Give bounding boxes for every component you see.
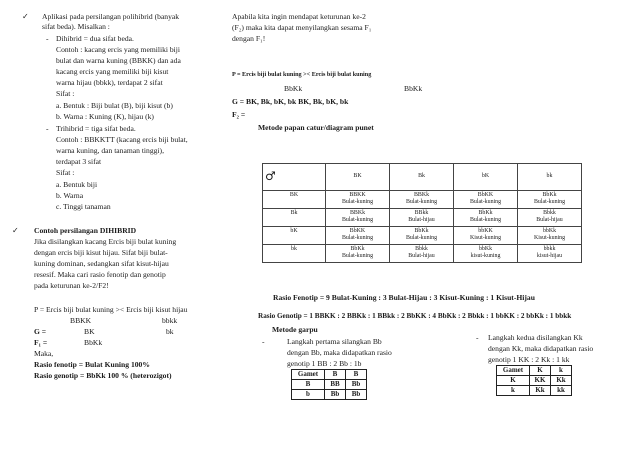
gamete-table-bb <box>291 369 367 400</box>
punnett-cell: BBKk Bulat-kuning <box>326 209 390 227</box>
f1-label: F₁ = <box>34 338 48 347</box>
trihibrid-line: warna kuning, dan tanaman tinggi), <box>56 146 164 155</box>
punnett-col-header: bK <box>454 164 518 191</box>
trihibrid-trait-b: b. Warna <box>56 191 84 200</box>
dihibrid-line: Contoh : kacang ercis yang memiliki biji <box>56 45 181 54</box>
garpu1-line: genotip 1 BB : 2 Bb : 1b <box>287 359 362 368</box>
parent-cross-line: P = Ercis biji bulat kuning >< Ercis biji kisut hijau <box>34 305 188 314</box>
gamete-header: k <box>551 366 572 376</box>
gamete-cell: kk <box>551 386 572 396</box>
gamete-cell: K <box>497 376 530 386</box>
bullet-dash: - <box>476 333 479 342</box>
gamete-cell: k <box>497 386 530 396</box>
dihibrid-trait-b: b. Warna : Kuning (K), hijau (k) <box>56 112 154 121</box>
punnett-cell: BbKk Bulat-kuning <box>390 227 454 245</box>
punnett-square <box>262 163 582 263</box>
rasio-genotip-f1: Rasio genotip = BbKk 100 % (heterozigot) <box>34 371 172 380</box>
metode-papan-catur-heading: Metode papan catur/diagram punet <box>258 123 374 132</box>
dihibrid-line: bulat dan warna kuning (BBKK) dan ada <box>56 56 181 65</box>
parent-genotype-1: BBKK <box>70 316 92 325</box>
item1-line2: sifat beda). Misalkan : <box>42 22 110 31</box>
example-line: kuning dominan, sedangkan sifat kisut-hijau <box>34 259 169 268</box>
punnett-col-header: bk <box>518 164 582 191</box>
dihibrid-line: kacang ercis yang memiliki biji kisut <box>56 67 169 76</box>
punnett-cell: BbKK Bulat-kuning <box>326 227 390 245</box>
garpu2-line: genotip 1 KK : 2 Kk : 1 kk <box>488 355 570 364</box>
example-line: Jika disilangkan kacang Ercis biji bulat kuning <box>34 237 177 246</box>
trihibrid-line: Sifat : <box>56 168 75 177</box>
f2-label: F₂ = <box>232 110 246 119</box>
punnett-cell: bbKk Kisut-kuning <box>518 227 582 245</box>
dihibrid-line: warna hijau (bbkk), terdapat 2 sifat <box>56 78 163 87</box>
garpu1-line: dengan Bb, maka didapatkan rasio <box>287 348 392 357</box>
gamete-cell: Bb <box>346 380 367 390</box>
bullet-dash: - <box>262 337 265 346</box>
garpu2-line: dengan Kk, maka didapatkan rasio <box>488 344 594 353</box>
gamete-header: Gamet <box>497 366 530 376</box>
punnett-cell: Bbkk Bulat-hijau <box>390 245 454 263</box>
maka-text: Maka, <box>34 349 54 358</box>
punnett-col-header: Bk <box>390 164 454 191</box>
gamete-header: B <box>346 370 367 380</box>
f2-gamete-line: G = BK, Bk, bK, bk BK, Bk, bK, bk <box>232 97 349 106</box>
punnett-row <box>263 209 582 227</box>
punnett-row <box>263 191 582 209</box>
bullet-dash: - <box>46 124 49 133</box>
punnett-cell: bbKk kisut-kuning <box>454 245 518 263</box>
gamete-cell: Bb <box>325 390 346 400</box>
gamete-cell: B <box>292 380 325 390</box>
gamete-cell: KK <box>530 376 551 386</box>
example-line: pada keturunan ke-2/F2! <box>34 281 109 290</box>
punnett-row-header: Bk <box>263 209 326 227</box>
gamete-cell: b <box>292 390 325 400</box>
punnett-row-header: bk <box>263 245 326 263</box>
punnett-cell: BBkk Bulat-hijau <box>390 209 454 227</box>
punnett-cell: bbkk kisut-hijau <box>518 245 582 263</box>
rasio-fenotip-f1: Rasio fenotip = Bulat Kuning 100% <box>34 360 150 369</box>
checkmark-icon: ✓ <box>22 12 29 21</box>
punnett-cell: bbKK Kisut-kuning <box>454 227 518 245</box>
gamete-cell: Bb <box>346 390 367 400</box>
punnett-cell: BbKk Bulat-kuning <box>454 209 518 227</box>
intro-line: dengan F₁! <box>232 34 266 43</box>
punnett-row-header: bK <box>263 227 326 245</box>
garpu2-line: Langkah kedua disilangkan Kk <box>488 333 583 342</box>
male-symbol-icon: ♂ <box>263 164 326 191</box>
gamete-header: Gamet <box>292 370 325 380</box>
f2-parent-genotype-1: BbKk <box>284 84 303 93</box>
trihibrid-heading: Trihibrid = tiga sifat beda. <box>56 124 136 133</box>
intro-line: (F₂) maka kita dapat menyilangkan sesama F₁ <box>232 23 372 32</box>
punnett-cell: Bbkk Bulat-hijau <box>518 209 582 227</box>
example-heading: Contoh persilangan DIHIBRID <box>34 226 137 235</box>
checkmark-icon: ✓ <box>12 226 19 235</box>
dihibrid-heading: Dihibrid = dua sifat beda. <box>56 34 134 43</box>
gamete-header: K <box>530 366 551 376</box>
punnett-cell: BbKk Bulat-kuning <box>326 245 390 263</box>
gamete-value-1: BK <box>84 327 95 336</box>
example-line: dengan ercis biji kisut hijau. Sifat biji bulat- <box>34 248 168 257</box>
punnett-cell: BBKK Bulat-kuning <box>326 191 390 209</box>
trihibrid-trait-c: c. Tinggi tanaman <box>56 202 111 211</box>
bullet-dash: - <box>46 34 49 43</box>
item1-line1: Aplikasi pada persilangan polihibrid (banyak <box>42 12 180 21</box>
punnett-row <box>263 245 582 263</box>
trihibrid-trait-a: a. Bentuk biji <box>56 180 98 189</box>
punnett-cell: BbKK Bulat-kuning <box>454 191 518 209</box>
dihibrid-trait-a: a. Bentuk : Biji bulat (B), biji kisut (b) <box>56 101 173 110</box>
garpu1-line: Langkah pertama silangkan Bb <box>287 337 382 346</box>
rasio-genotip-f2: Rasio Genotip = 1 BBKK : 2 BBKk : 1 BBkk : 2 BbKK : 4 BbKk : 2 Bbkk : 1 bbKK : 2 bbKk : 1 bbkk <box>258 312 572 320</box>
punnett-row <box>263 227 582 245</box>
rasio-fenotip-f2: Rasio Fenotip = 9 Bulat-Kuning : 3 Bulat-Hijau : 3 Kisut-Kuning : 1 Kisut-Hijau <box>273 293 535 302</box>
punnett-cell: BbKk Bulat-kuning <box>518 191 582 209</box>
example-line: resesif. Maka cari rasio fenotip dan genotip <box>34 270 166 279</box>
gamete-cell: BB <box>325 380 346 390</box>
punnett-cell: BBKk Bulat-kuning <box>390 191 454 209</box>
trihibrid-line: Contoh : BBKKTT (kacang ercis biji bulat, <box>56 135 188 144</box>
f1-value: BbKk <box>84 338 103 347</box>
parent-genotype-2: bbkk <box>162 316 178 325</box>
metode-garpu-heading: Metode garpu <box>272 325 318 334</box>
gamete-header: B <box>325 370 346 380</box>
gamete-label: G = <box>34 327 47 336</box>
gamete-cell: Kk <box>551 376 572 386</box>
gamete-value-2: bk <box>166 327 174 336</box>
intro-line: Apabila kita ingin mendapat keturunan ke-2 <box>232 12 366 21</box>
f2-parent-cross-line: P = Ercis biji bulat kuning >< Ercis biji bulat kuning <box>232 71 372 78</box>
gamete-table-kk <box>496 365 572 396</box>
gamete-cell: Kk <box>530 386 551 396</box>
trihibrid-line: terdapat 3 sifat <box>56 157 102 166</box>
dihibrid-line: Sifat : <box>56 89 75 98</box>
punnett-col-header: BK <box>326 164 390 191</box>
f2-parent-genotype-2: BbKk <box>404 84 423 93</box>
punnett-row-header: BK <box>263 191 326 209</box>
